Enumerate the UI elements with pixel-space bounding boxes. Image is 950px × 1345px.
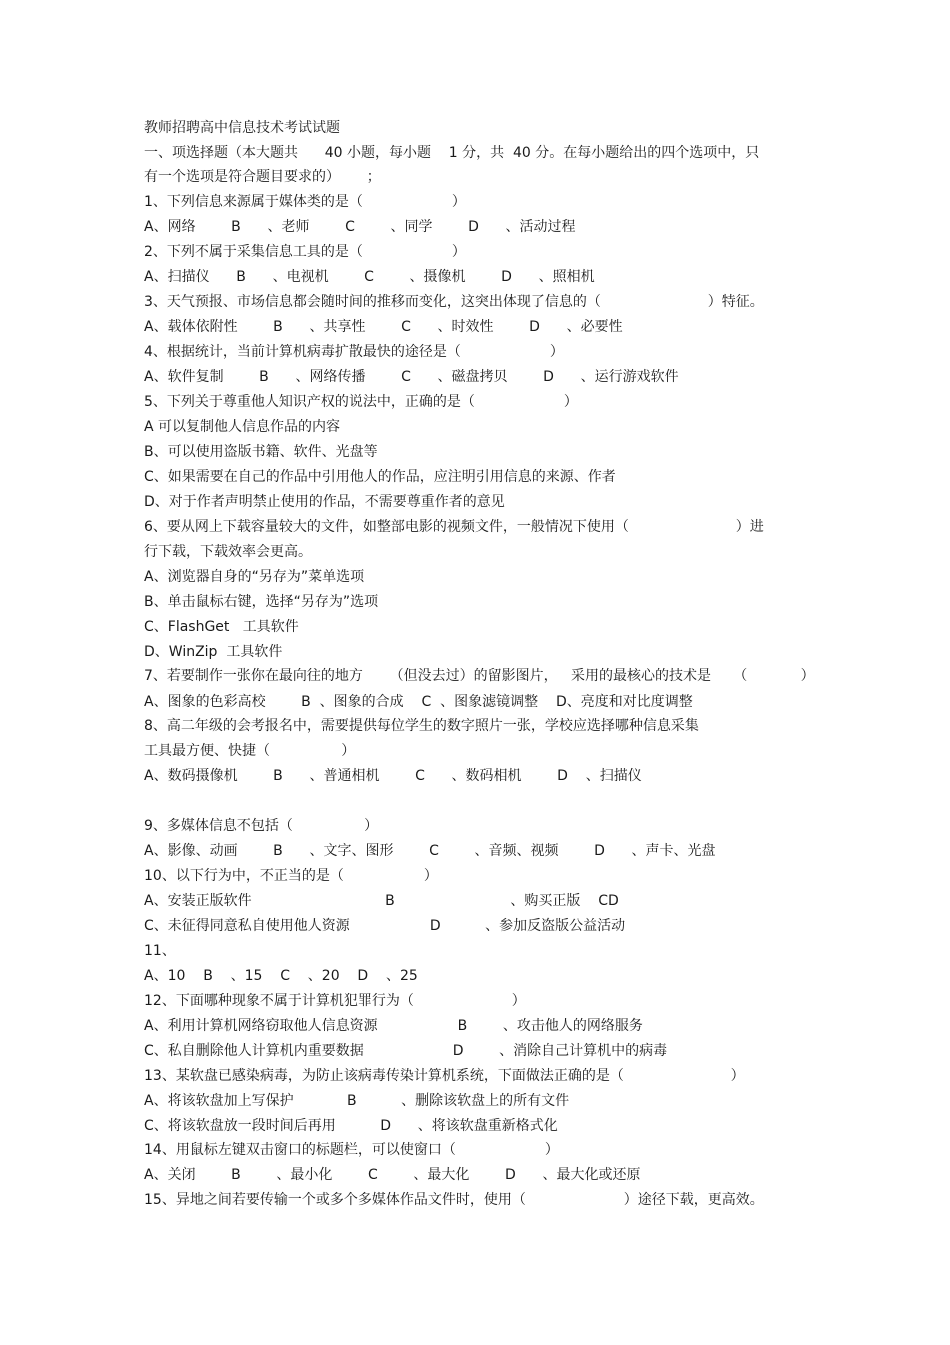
question-options: A、软件复制 B 、网络传播 C 、磁盘拷贝 D 、运行游戏软件: [144, 369, 679, 385]
question-option-d: D、对于作者声明禁止使用的作品，不需要尊重作者的意见: [144, 494, 505, 510]
question-options: A、关闭 B 、最小化 C 、最大化 D 、最大化或还原: [144, 1167, 641, 1183]
question-stem: 13、某软盘已感染病毒，为防止该病毒传染计算机系统，下面做法正确的是（ ）: [144, 1068, 745, 1084]
section-instructions-line-1: 一、项选择题（本大题共 40 小题，每小题 1 分，共 40 分。在每小题给出的四个选项中，只: [144, 145, 760, 161]
question-options: A、数码摄像机 B 、普通相机 C 、数码相机 D 、扫描仪: [144, 768, 642, 784]
question-options-row-1: A、安装正版软件 B 、购买正版 CD: [144, 893, 619, 909]
question-stem: 9、多媒体信息不包括（ ）: [144, 818, 379, 834]
question-stem: 5、下列关于尊重他人知识产权的说法中，正确的是（ ）: [144, 394, 578, 410]
question-option-a: A 可以复制他人信息作品的内容: [144, 419, 341, 435]
question-options: A、载体依附性 B 、共享性 C 、时效性 D 、必要性: [144, 319, 623, 335]
question-options-row-2: C、私自删除他人计算机内重要数据 D 、消除自己计算机中的病毒: [144, 1043, 668, 1059]
question-options: A、网络 B 、老师 C 、同学 D 、活动过程: [144, 219, 576, 235]
question-options-row-2: C、未征得同意私自使用他人资源 D 、参加反盗版公益活动: [144, 918, 626, 934]
page-title: 教师招聘高中信息技术考试试题: [144, 120, 340, 136]
question-stem: 7、若要制作一张你在最向往的地方 （但没去过）的留影图片， 采用的最核心的技术是 （ ）: [144, 668, 815, 684]
question-option-a: A、浏览器自身的“另存为”菜单选项: [144, 569, 365, 585]
question-stem: 11、: [144, 943, 176, 959]
question-stem: 8、高二年级的会考报名中，需要提供每位学生的数字照片一张，学校应选择哪种信息采集: [144, 718, 699, 734]
question-options-row-1: A、将该软盘加上写保护 B 、删除该软盘上的所有文件: [144, 1093, 570, 1109]
question-stem: 2、下列不属于采集信息工具的是（ ）: [144, 244, 466, 260]
question-options-row-1: A、利用计算机网络窃取他人信息资源 B 、攻击他人的网络服务: [144, 1018, 643, 1034]
question-stem: 4、根据统计，当前计算机病毒扩散最快的途径是（ ）: [144, 344, 564, 360]
question-options: A、扫描仪 B 、电视机 C 、摄像机 D 、照相机: [144, 269, 595, 285]
question-stem: 12、下面哪种现象不属于计算机犯罪行为（ ）: [144, 993, 526, 1009]
question-options-row-2: C、将该软盘放一段时间后再用 D 、将该软盘重新格式化: [144, 1118, 558, 1134]
question-option-b: B、单击鼠标右键，选择“另存为”选项: [144, 594, 379, 610]
question-options: A、图象的色彩高校 B 、图象的合成 C 、图象滤镜调整 D、亮度和对比度调整: [144, 694, 693, 710]
question-stem-continued: 行下载，下载效率会更高。: [144, 544, 312, 560]
question-options: A、10 B 、15 C 、20 D 、25: [144, 968, 418, 984]
question-stem-continued: 工具最方便、快捷（ ）: [144, 743, 356, 759]
question-stem: 10、以下行为中，不正当的是（ ）: [144, 868, 438, 884]
question-stem: 6、要从网上下载容量较大的文件，如整部电影的视频文件，一般情况下使用（ ）进: [144, 519, 764, 535]
question-options: A、影像、动画 B 、文字、图形 C 、音频、视频 D 、声卡、光盘: [144, 843, 716, 859]
question-stem: 1、下列信息来源属于媒体类的是（ ）: [144, 194, 466, 210]
question-option-c: C、FlashGet 工具软件: [144, 619, 299, 635]
question-stem: 15、异地之间若要传输一个或多个多媒体作品文件时，使用（ ）途径下载，更高效。: [144, 1192, 764, 1208]
question-option-c: C、如果需要在自己的作品中引用他人的作品，应注明引用信息的来源、作者: [144, 469, 616, 485]
question-option-d: D、WinZip 工具软件: [144, 644, 283, 660]
section-instructions-line-2: 有一个选项是符合题目要求的） ；: [144, 169, 381, 185]
question-stem: 14、用鼠标左键双击窗口的标题栏，可以使窗口（ ）: [144, 1142, 559, 1158]
question-stem: 3、天气预报、市场信息都会随时间的推移而变化，这突出体现了信息的（ ）特征。: [144, 294, 764, 310]
question-option-b: B、可以使用盗版书籍、软件、光盘等: [144, 444, 378, 460]
